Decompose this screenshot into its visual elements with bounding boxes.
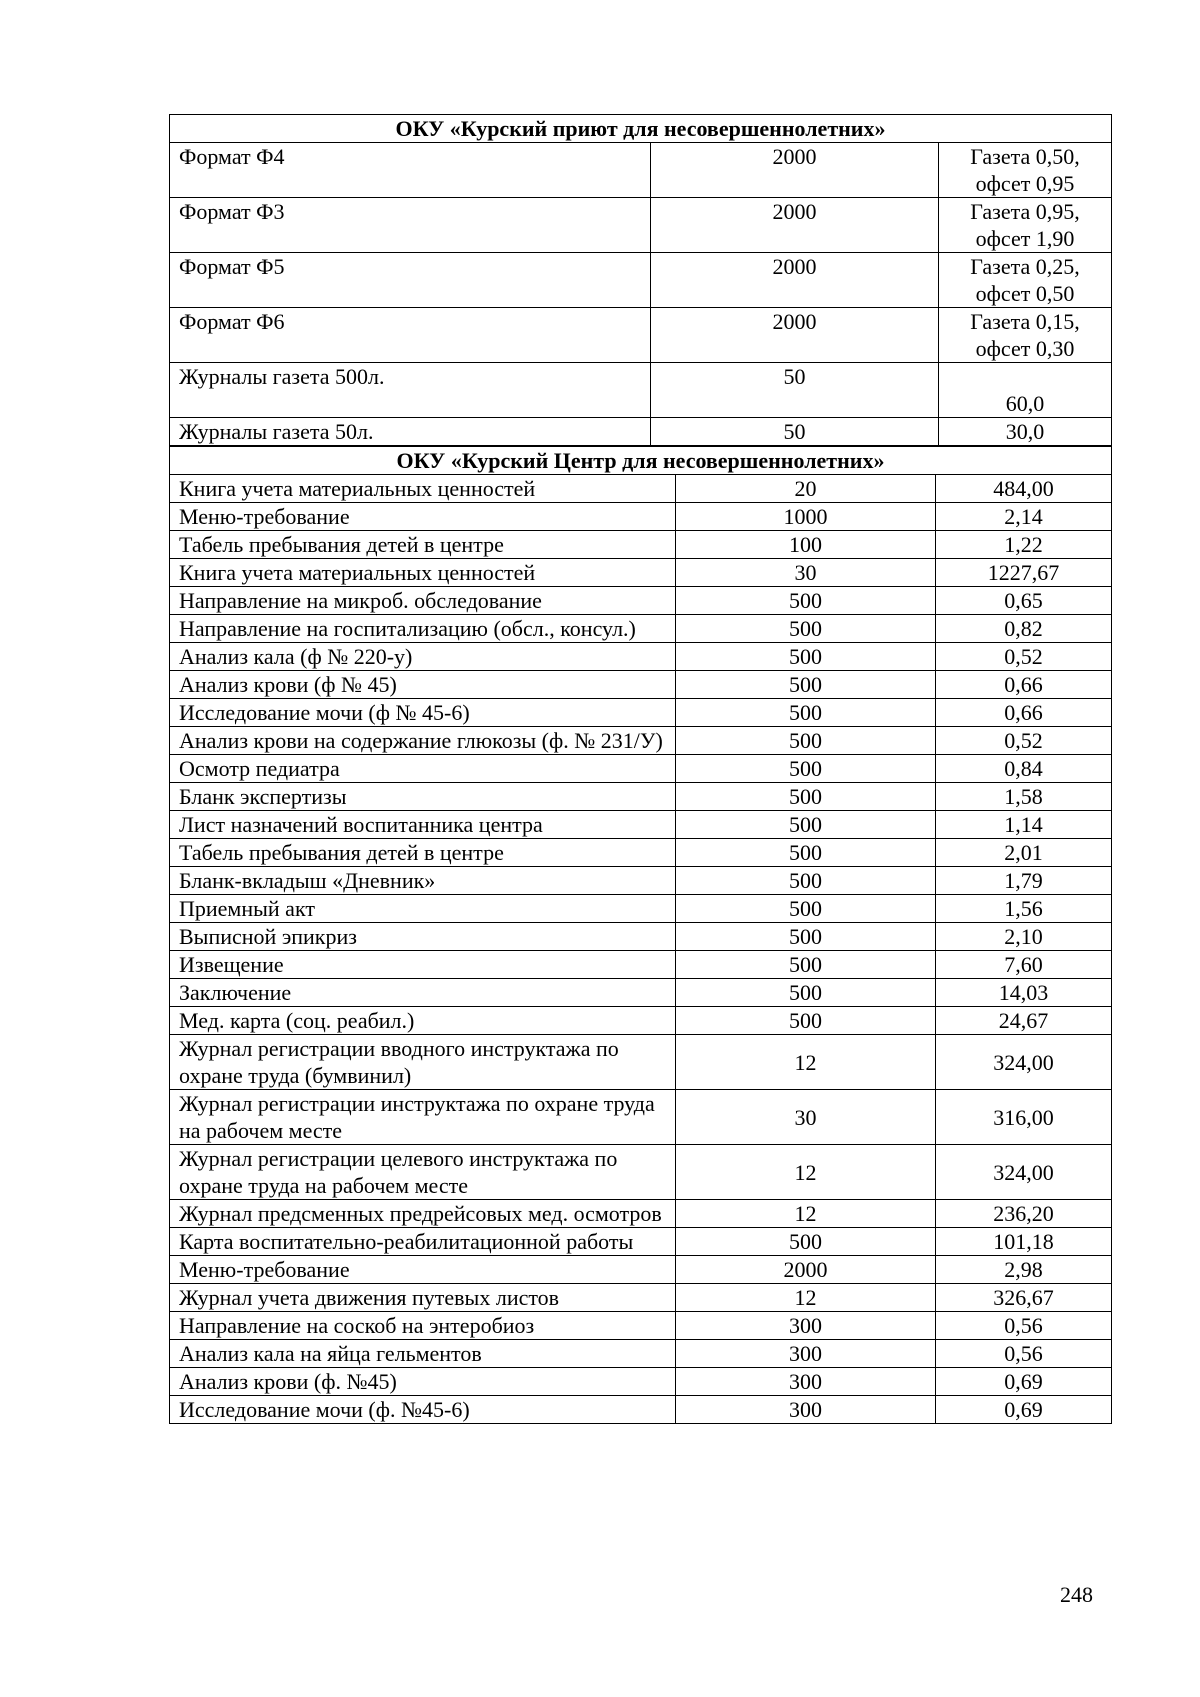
table-row [170,1007,1112,1035]
item-price: 1,58 [936,783,1112,811]
item-name: Журналы газета 500л. [170,363,651,418]
item-quantity: 12 [676,1200,936,1228]
item-price: 2,14 [936,503,1112,531]
item-name: Анализ крови на содержание глюкозы (ф. № 231/У) [170,727,676,755]
table-row [170,559,1112,587]
item-name: Бланк экспертизы [170,783,676,811]
item-price [939,363,1112,418]
item-quantity: 500 [676,923,936,951]
table-row [170,363,1112,418]
table-row [170,1090,1112,1145]
item-price: 14,03 [936,979,1112,1007]
item-name: Табель пребывания детей в центре [170,531,676,559]
item-price: 2,10 [936,923,1112,951]
item-quantity: 50 [651,363,939,418]
item-quantity: 300 [676,1368,936,1396]
item-name: Журнал учета движения путевых листов [170,1284,676,1312]
item-price: 0,69 [936,1368,1112,1396]
table-row [170,198,1112,253]
table-row [170,418,1112,446]
price-line-1: Газета 0,50, [970,144,1080,169]
item-quantity: 500 [676,643,936,671]
price-line-1: 60,0 [1005,391,1045,416]
item-name: Направление на госпитализацию (обсл., консул.) [170,615,676,643]
price-line-2: офсет 0,50 [975,281,1075,306]
item-price: 326,67 [936,1284,1112,1312]
table-row [170,1368,1112,1396]
price-line-2: офсет 0,95 [975,171,1075,196]
item-price: 2,98 [936,1256,1112,1284]
item-name: Журнал регистрации инструктажа по охране труда на рабочем месте [170,1090,676,1145]
table-row [170,531,1112,559]
item-price: 0,66 [936,671,1112,699]
item-name: Формат Ф5 [170,253,651,308]
table-row [170,503,1112,531]
item-name: Формат Ф3 [170,198,651,253]
item-price: 0,65 [936,587,1112,615]
item-name: Бланк-вкладыш «Дневник» [170,867,676,895]
item-price [939,253,1112,308]
table-row [170,727,1112,755]
item-price: 1,14 [936,811,1112,839]
price-line-2: офсет 1,90 [975,226,1075,251]
item-quantity: 30 [676,1090,936,1145]
item-quantity: 12 [676,1284,936,1312]
item-name: Исследование мочи (ф. №45-6) [170,1396,676,1424]
item-name: Карта воспитательно-реабилитационной работы [170,1228,676,1256]
item-name: Меню-требование [170,1256,676,1284]
table-row [170,1396,1112,1424]
table-row [170,923,1112,951]
item-quantity: 500 [676,699,936,727]
table-row [170,839,1112,867]
item-price: 0,56 [936,1312,1112,1340]
item-quantity: 1000 [676,503,936,531]
item-quantity: 300 [676,1340,936,1368]
item-quantity: 500 [676,615,936,643]
item-quantity: 500 [676,587,936,615]
item-quantity: 2000 [676,1256,936,1284]
item-price: 1,56 [936,895,1112,923]
table-row [170,1145,1112,1200]
item-price: 0,84 [936,755,1112,783]
item-name: Книга учета материальных ценностей [170,559,676,587]
item-price: 484,00 [936,475,1112,503]
item-name: Журнал регистрации целевого инструктажа по охране труда на рабочем месте [170,1145,676,1200]
item-quantity: 20 [676,475,936,503]
table-row [170,143,1112,198]
item-quantity: 500 [676,727,936,755]
item-name: Выписной эпикриз [170,923,676,951]
item-name: Мед. карта (соц. реабил.) [170,1007,676,1035]
table-row [170,1035,1112,1090]
item-quantity: 500 [676,979,936,1007]
item-quantity: 12 [676,1035,936,1090]
item-price: 0,56 [936,1340,1112,1368]
page-number: 248 [1060,1582,1093,1607]
item-quantity: 12 [676,1145,936,1200]
item-quantity: 2000 [651,198,939,253]
table-row [170,253,1112,308]
table-row [170,811,1112,839]
item-quantity: 2000 [651,308,939,363]
table-row [170,699,1112,727]
item-name: Формат Ф4 [170,143,651,198]
item-name: Направление на соскоб на энтеробиоз [170,1312,676,1340]
table-row [170,1284,1112,1312]
item-price: 101,18 [936,1228,1112,1256]
table-row [170,1228,1112,1256]
item-price: 0,52 [936,727,1112,755]
price-line-1: Газета 0,15, [970,309,1080,334]
item-name: Журналы газета 50л. [170,418,651,446]
table-section-1 [169,114,1112,446]
document-sheet [169,114,1111,1424]
item-price: 0,66 [936,699,1112,727]
table-row [170,475,1112,503]
item-price [939,143,1112,198]
item-quantity: 2000 [651,143,939,198]
item-name: Извещение [170,951,676,979]
item-name: Заключение [170,979,676,1007]
item-price: 324,00 [936,1035,1112,1090]
table-row [170,895,1112,923]
table-row [170,951,1112,979]
item-quantity: 500 [676,951,936,979]
item-price [939,418,1112,446]
table-row [170,643,1112,671]
item-price: 1,79 [936,867,1112,895]
item-price: 7,60 [936,951,1112,979]
table-row [170,979,1112,1007]
item-name: Анализ кала (ф № 220-у) [170,643,676,671]
item-quantity: 500 [676,1007,936,1035]
item-price [939,198,1112,253]
item-price: 236,20 [936,1200,1112,1228]
table-row [170,1312,1112,1340]
item-price [939,308,1112,363]
item-price: 24,67 [936,1007,1112,1035]
item-quantity: 300 [676,1312,936,1340]
item-price: 324,00 [936,1145,1112,1200]
table-row [170,755,1112,783]
item-quantity: 500 [676,839,936,867]
price-line-2: офсет 0,30 [975,336,1075,361]
item-name: Анализ крови (ф. №45) [170,1368,676,1396]
table-section-2 [169,446,1112,1424]
item-quantity: 500 [676,671,936,699]
item-name: Приемный акт [170,895,676,923]
table-row [170,783,1112,811]
item-quantity: 500 [676,1228,936,1256]
table-row [170,615,1112,643]
item-name: Меню-требование [170,503,676,531]
item-name: Анализ крови (ф № 45) [170,671,676,699]
table-row [170,308,1112,363]
item-quantity: 500 [676,867,936,895]
item-price: 0,82 [936,615,1112,643]
item-quantity: 500 [676,895,936,923]
price-line-1: 30,0 [1005,419,1045,444]
table-row [170,671,1112,699]
item-name: Направление на микроб. обследование [170,587,676,615]
price-line-1: Газета 0,95, [970,199,1080,224]
item-name: Лист назначений воспитанника центра [170,811,676,839]
item-price: 316,00 [936,1090,1112,1145]
table-row [170,1200,1112,1228]
item-name: Анализ кала на яйца гельментов [170,1340,676,1368]
section-2-title: ОКУ «Курский Центр для несовершеннолетних» [170,447,1112,475]
item-name: Исследование мочи (ф № 45-6) [170,699,676,727]
item-price: 1227,67 [936,559,1112,587]
table-row [170,867,1112,895]
item-name: Журнал регистрации вводного инструктажа по охране труда (бумвинил) [170,1035,676,1090]
price-line-1: Газета 0,25, [970,254,1080,279]
item-price: 2,01 [936,839,1112,867]
item-name: Осмотр педиатра [170,755,676,783]
item-quantity: 300 [676,1396,936,1424]
table-row [170,587,1112,615]
item-quantity: 50 [651,418,939,446]
table-row [170,1340,1112,1368]
item-quantity: 500 [676,755,936,783]
item-quantity: 2000 [651,253,939,308]
item-name: Табель пребывания детей в центре [170,839,676,867]
item-price: 0,69 [936,1396,1112,1424]
item-quantity: 500 [676,783,936,811]
item-quantity: 100 [676,531,936,559]
item-name: Книга учета материальных ценностей [170,475,676,503]
section-1-title: ОКУ «Курский приют для несовершеннолетних» [170,115,1112,143]
table-row [170,1256,1112,1284]
item-price: 1,22 [936,531,1112,559]
item-quantity: 500 [676,811,936,839]
item-name: Журнал предсменных предрейсовых мед. осмотров [170,1200,676,1228]
item-name: Формат Ф6 [170,308,651,363]
item-quantity: 30 [676,559,936,587]
item-price: 0,52 [936,643,1112,671]
